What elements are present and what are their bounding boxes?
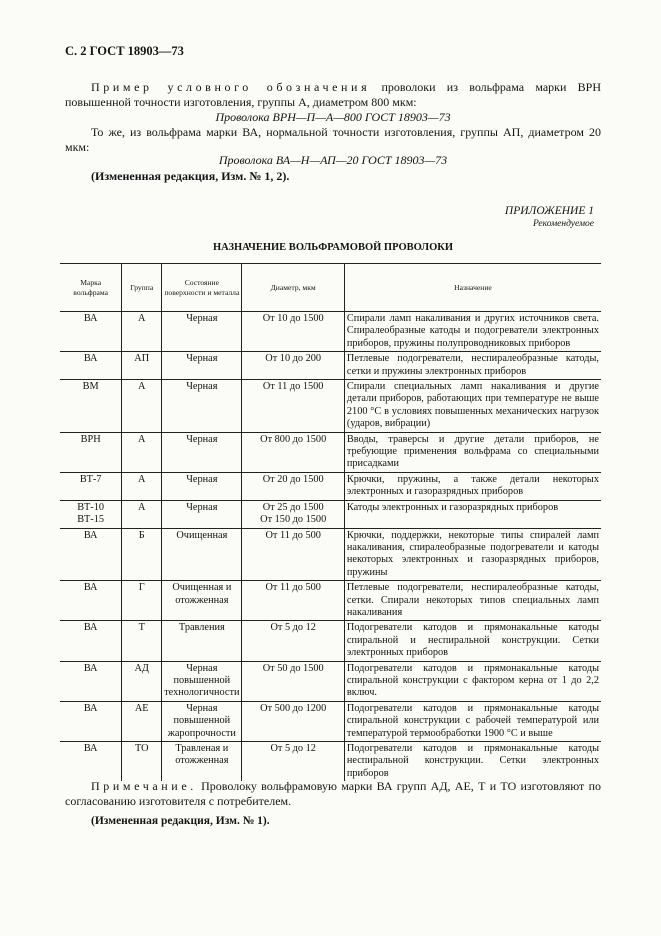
cell-purpose: Спирали ламп накаливания и других источников света. Спиралеобразные катоды и подогреватели электронных приборов, пружины полупроводниковых приборов <box>344 312 601 352</box>
header-group: Группа <box>122 264 162 312</box>
table-row <box>60 701 601 741</box>
cell-purpose: Петлевые подогреватели, неспиралеобразные катоды, сетки. Спирали некоторых типов специальных ламп накаливания <box>344 581 601 621</box>
table-row <box>60 312 601 352</box>
cell-diameter: От 800 до 1500 <box>242 432 344 472</box>
cell-purpose: Подогреватели катодов и прямонакальные катоды неспиральной конструкции. Сетки электронных приборов <box>344 742 601 782</box>
cell-condition: Очищенная и отожженная <box>162 581 242 621</box>
cell-diameter: От 50 до 1500 <box>242 661 344 701</box>
cell-group: А <box>122 380 162 433</box>
cell-grade: ВА <box>83 662 98 674</box>
cell-grade: ВТ-7 <box>79 473 102 485</box>
table-row <box>60 352 601 380</box>
cell-grade: ВА <box>83 743 98 754</box>
cell-group: Б <box>122 528 162 581</box>
wire-purpose-table <box>60 263 601 781</box>
table-header-row <box>60 264 601 312</box>
cell-purpose: Вводы, траверсы и другие детали приборов, не требующие применения вольфрама со специальными присадками <box>344 432 601 472</box>
cell-group: АД <box>122 661 162 701</box>
example-text-1: проволоки из вольфрама марки ВРН повышенной точности изготовления, группы А, диаметром 800 мкм: <box>65 80 602 109</box>
cell-diameter: От 25 до 1500 От 150 до 1500 <box>242 500 344 528</box>
cell-grade: ВА <box>83 313 98 324</box>
cell-condition: Черная <box>162 500 242 528</box>
cell-purpose: Крючки, поддержки, некоторые типы спиралей ламп накаливания, спиралеобразные подогреватели и катоды некоторых электронных и газоразрядных приборов, пружины <box>344 528 601 581</box>
cell-grade: ВА <box>83 529 98 541</box>
cell-group: А <box>122 472 162 500</box>
cell-condition: Очищенная <box>162 528 242 581</box>
cell-group: Т <box>122 621 162 661</box>
cell-grade: ВТ-10 ВТ-15 <box>77 501 105 526</box>
table-row <box>60 621 601 661</box>
cell-grade: ВА <box>83 622 98 634</box>
appendix-status: Рекомендуемое <box>532 219 594 229</box>
table-row <box>60 742 601 782</box>
example-paragraph <box>65 80 601 110</box>
table-row <box>60 380 601 433</box>
cell-purpose: Подогреватели катодов и прямонакальные катоды спиральной и неспиральной конструкции. Сетки электронных приборов <box>344 621 601 661</box>
cell-group: АЕ <box>122 701 162 741</box>
table-row <box>60 528 601 581</box>
cell-grade: ВМ <box>82 381 99 393</box>
cell-purpose: Подогреватели катодов и прямонакальные катоды спиральной конструкции с фактором керна от 1 до 2,2 включ. <box>344 661 601 701</box>
cell-group: ТО <box>122 742 162 782</box>
header-grade: Марка вольфрама <box>60 264 122 312</box>
cell-condition: Черная повышенной жаропрочности <box>162 701 242 741</box>
cell-grade: ВА <box>83 582 98 594</box>
cell-condition: Черная <box>162 432 242 472</box>
table-row <box>60 432 601 472</box>
cell-diameter: От 5 до 12 <box>242 621 344 661</box>
cell-diameter: От 20 до 1500 <box>242 472 344 500</box>
cell-purpose: Крючки, пружины, а также детали некоторых электронных и газоразрядных приборов <box>344 472 601 500</box>
cell-diameter: От 5 до 12 <box>242 742 344 782</box>
cell-condition: Черная <box>162 380 242 433</box>
header-condition: Состояние поверхности и металла <box>162 264 242 312</box>
cell-diameter: От 11 до 500 <box>242 528 344 581</box>
cell-grade: ВА <box>83 353 98 365</box>
header-diameter: Диаметр, мкм <box>242 264 344 312</box>
formula-1: Проволока ВРН—П—А—800 ГОСТ 18903—73 <box>215 110 451 124</box>
cell-grade: ВРН <box>80 433 101 445</box>
cell-group: А <box>122 432 162 472</box>
appendix-label: ПРИЛОЖЕНИЕ 1 <box>504 205 594 217</box>
table-row <box>60 661 601 701</box>
table-row <box>60 581 601 621</box>
cell-diameter: От 10 до 1500 <box>242 312 344 352</box>
cell-group: АП <box>122 352 162 380</box>
cell-purpose: Катоды электронных и газоразрядных приборов <box>344 500 601 528</box>
cell-diameter: От 500 до 1200 <box>242 701 344 741</box>
cell-diameter: От 11 до 500 <box>242 581 344 621</box>
header-purpose: Назначение <box>344 264 601 312</box>
page-header: С. 2 ГОСТ 18903—73 <box>65 44 184 58</box>
example-text-2: То же, из вольфрама марки ВА, нормальной точности изготовления, группы АП, диаметром 20 мкм: <box>65 125 601 154</box>
cell-group: А <box>122 312 162 352</box>
note-text: Проволоку вольфрамовую марки ВА групп АД, АЕ, Т и ТО изготовляют по согласованию изготовителя с потребителем. <box>65 779 601 808</box>
edition-note-2: (Измененная редакция, Изм. № 1). <box>91 815 270 827</box>
edition-note-1: (Измененная редакция, Изм. № 1, 2). <box>91 169 290 183</box>
cell-condition: Черная повышенной технологичности <box>162 661 242 701</box>
cell-diameter: От 11 до 1500 <box>242 380 344 433</box>
cell-condition: Травленая и отожженная <box>162 742 242 782</box>
cell-condition: Черная <box>162 352 242 380</box>
cell-grade: ВА <box>83 702 98 714</box>
example-lead: Пример условного обозначения <box>91 80 371 94</box>
table-row <box>60 500 601 528</box>
cell-purpose: Подогреватели катодов и прямонакальные катоды спиральной конструкции с рабочей температурой или температурой термообработки 1900 °С и выше <box>344 701 601 741</box>
formula-2: Проволока ВА—Н—АП—20 ГОСТ 18903—73 <box>218 153 448 167</box>
cell-purpose: Петлевые подогреватели, неспиралеобразные катоды, сетки и пружины электронных приборов <box>344 352 601 380</box>
cell-purpose: Спирали специальных ламп накаливания и другие детали приборов, работающих при температуре не выше 2100 °С в условиях повышенных механических нагрузок (ударов, вибрации) <box>344 380 601 433</box>
cell-condition: Черная <box>162 472 242 500</box>
table-note <box>65 779 601 809</box>
cell-diameter: От 10 до 200 <box>242 352 344 380</box>
table-row <box>60 472 601 500</box>
cell-group: Г <box>122 581 162 621</box>
note-lead: Примечание. <box>91 779 197 793</box>
cell-group: А <box>122 500 162 528</box>
appendix-title: НАЗНАЧЕНИЕ ВОЛЬФРАМОВОЙ ПРОВОЛОКИ <box>212 242 454 253</box>
cell-condition: Травления <box>162 621 242 661</box>
cell-condition: Черная <box>162 312 242 352</box>
